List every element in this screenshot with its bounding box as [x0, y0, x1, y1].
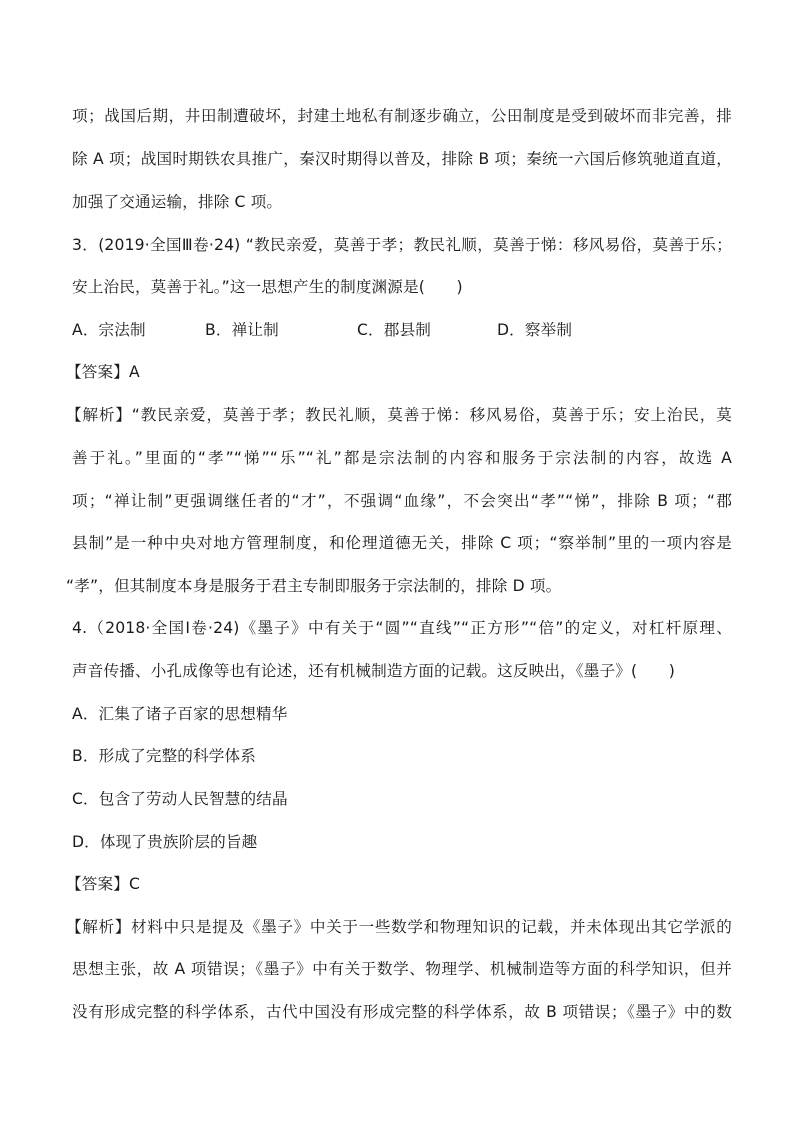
text-line: 加强了交通运输，排除 C 项。: [72, 193, 283, 211]
option-d: D．体现了贵族阶层的旨趣: [72, 833, 258, 851]
option-d: D．察举制: [497, 321, 573, 339]
option-c: C．包含了劳动人民智慧的结晶: [72, 790, 288, 808]
option-c: C．郡县制: [357, 321, 432, 339]
analysis-4: 没有形成完整的科学体系，古代中国没有形成完整的科学体系，故 B 项错误；《墨子》中的数: [72, 1003, 732, 1021]
text-line: 项；战国后期，井田制遭破坏，封建土地私有制逐步确立，公田制度是受到破坏而非完善，排: [72, 107, 732, 125]
option-a: A．宗法制: [72, 321, 146, 339]
analysis-3: “孝”，但其制度本身是服务于君主专制即服务于宗法制的，排除 D 项。: [66, 577, 562, 595]
option-b: B．禅让制: [205, 321, 279, 339]
analysis-4: 【解析】材料中只是提及《墨子》中关于一些数学和物理知识的记载，并未体现出其它学派的: [66, 918, 732, 936]
option-b: B．形成了完整的科学体系: [72, 747, 257, 765]
question-3-options: [72, 320, 732, 342]
question-4-stem: 声音传播、小孔成像等也有论述，还有机械制造方面的记载。这反映出，《墨子》( ): [72, 662, 675, 680]
analysis-4: 思想主张，故 A 项错误；《墨子》中有关于数学、物理学、机械制造等方面的科学知识，但并: [72, 960, 732, 978]
analysis-3: 【解析】“教民亲爱，莫善于孝；教民礼顺，莫善于悌：移风易俗，莫善于乐；安上治民，莫: [66, 406, 732, 424]
text-line: 除 A 项；战国时期铁农具推广，秦汉时期得以普及，排除 B 项；秦统一六国后修筑驰道直道，: [72, 150, 732, 168]
question-3-stem: 安上治民，莫善于礼。”这一思想产生的制度渊源是( ): [72, 278, 463, 296]
answer-4: 【答案】C: [66, 875, 141, 893]
analysis-3: 县制”是一种中央对地方管理制度，和伦理道德无关，排除 C 项；“察举制”里的一项内容是: [72, 534, 732, 552]
answer-3: 【答案】A: [66, 363, 140, 381]
question-4-stem: 4.（2018·全国Ⅰ卷·24)《墨子》中有关于“圆”“直线”“正方形”“倍”的定义，对杠杆原理、: [72, 619, 732, 637]
analysis-3: 善于礼。”里面的“孝”“悌”“乐”“礼”都是宗法制的内容和服务于宗法制的内容，故选 A: [72, 449, 732, 467]
option-a: A．汇集了诸子百家的思想精华: [72, 705, 288, 723]
analysis-3: 项；“禅让制”更强调继任者的“才”，不强调“血缘”，不会突出“孝”“悌”，排除 B 项；“郡: [72, 492, 732, 510]
question-3-stem: 3．(2019·全国Ⅲ卷·24) “教民亲爱，莫善于孝；教民礼顺，莫善于悌：移风易俗，莫善于乐；: [72, 236, 732, 254]
